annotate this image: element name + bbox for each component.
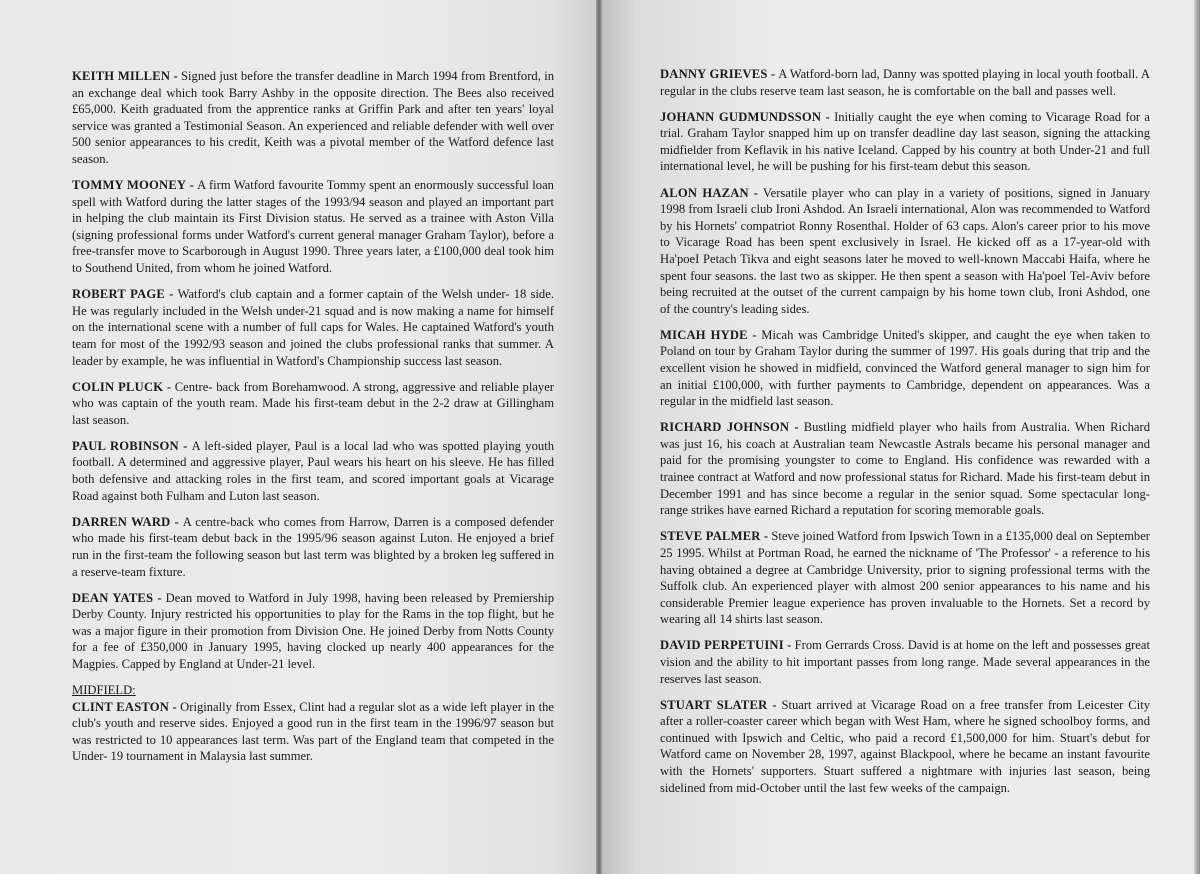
player-bio: From Gerrards Cross. David is at home on the left and possesses great vision and the ability to hit important passes from long range. Made several appearances in the reserves last season. [660, 638, 1150, 686]
player-bio: A firm Watford favourite Tommy spent an enormously successful loan spell with Watford during the latter stages of the 1993/94 season and played an important part in helping the club maintain its First Division status. He served as a trainee with Aston Villa (signing professional forms under Watford's current general manager Graham Taylor), before a free-transfer move to Scarborough in August 1990. Three years later, a £100,000 deal took him to Southend United, from whom he joined Watford. [72, 178, 554, 276]
player-bio: Watford's club captain and a former captain of the Welsh under- 18 side. He was regularly included in the Welsh under-21 squad and is now making a name for himself on the international scene with a number of full caps for Wales. He captained Watford's youth team for most of the 1992/93 season and joined the clubs professional ranks that summer. A leader by example, he was influential in Watford's Championship success last season. [72, 287, 554, 368]
player-entry: PAUL ROBINSON - A left-sided player, Paul is a local lad who was spotted playing youth football. A determined and aggressive player, Paul wears his heart on his sleeve. He has filled both defensive and attacking roles in the first team, and scored important goals at Vicarage Road against both Fulham and Luton last season. [72, 438, 554, 503]
book-gutter [596, 0, 602, 874]
player-name: CLINT EASTON [72, 699, 170, 714]
player-name: ROBERT PAGE [72, 287, 165, 302]
player-name: PAUL ROBINSON [72, 438, 179, 453]
right-column [660, 66, 1150, 806]
player-bio: A left-sided player, Paul is a local lad who was spotted playing youth football. A determined and aggressive player, Paul wears his heart on his sleeve. He has filled both defensive and attacking roles in the first team, and scored important goals at Vicarage Road against both Fulham and Luton last season. [72, 438, 554, 503]
player-name: KEITH MILLEN [72, 69, 171, 83]
player-entry: DANNY GRIEVES - A Watford-born lad, Danny was spotted playing in local youth football. A regular in the clubs reserve team last season, he is comfortable on the ball and passes well. [660, 67, 1150, 98]
player-name: MICAH HYDE [660, 327, 748, 342]
player-name: TOMMY MOONEY [72, 178, 187, 193]
section-heading-midfield: MIDFIELD: [72, 683, 136, 698]
player-entry: JOHANN GUDMUNDSSON - Initially caught the eye when coming to Vicarage Road for a trial. Graham Taylor snapped him up on transfer deadline day last season, signing the attacking midfielder from Keflavik in his native Iceland. Capped by his country at both Under-21 and full international level, he will be pushing for his first-team debut this season. [660, 109, 1151, 174]
player-name: DAVID PERPETUINI [660, 638, 784, 653]
player-entry: COLIN PLUCK - Centre- back from Borehamwood. A strong, aggressive and reliable player who was captain of the youth ream. Made his first-team debut in the 2-2 draw at Gillingham last season. [72, 379, 554, 427]
player-entry: ALON HAZAN - Versatile player who can play in a variety of positions, signed in January 1998 from Israeli club Ironi Ashdod. An Israeli international, Alon was recommended to Watford by his Hornets' compatriot Ronny Rosenthal. Holder of 63 caps. Alon's career prior to his move to Vicarage Road has been spent exclusively in Israel. He kicked off as a 17-year-old with Ha'poeI Petach Tikva and eight seasons later he moved to well-known Maccabi Haifa, where he spent four seasons. the last two as skipper. He then spent a season with Ha'poel Tel-Aviv before being recruited at the outset of the current campaign by his home town club, Ironi Ashdod, one of the country's leading sides. [660, 185, 1150, 316]
player-bio: Versatile player who can play in a variety of positions, signed in January 1998 from Israeli club Ironi Ashdod. An Israeli international, Alon was recommended to Watford by his Hornets' compatriot Ronny Rosenthal. Holder of 63 caps. Alon's career prior to his move to Vicarage Road has been spent exclusively in Israel. He kicked off as a 17-year-old with Ha'poeI Petach Tikva and eight seasons later he moved to well-known Maccabi Haifa, where he spent four seasons. the last two as skipper. He then spent a season with Ha'poel Tel-Aviv before being recruited at the outset of the current campaign by his home town club, Ironi Ashdod, one of the country's leading sides. [660, 185, 1150, 316]
player-entry: KEITH MILLEN - Signed just before the transfer deadline in March 1994 from Brentford, in an exchange deal which took Barry Ashby in the opposite direction. The Bees also received £65,000. Keith graduated from the apprentice ranks at Griffin Park and after ten years' loyal service was granted a Testimonial Season. An experienced and reliable defender with well over 500 senior appearances to his credit, Keith was a pivotal member of the Watford defence last season. [72, 69, 554, 166]
player-name: RICHARD JOHNSON [660, 420, 790, 435]
left-column [72, 68, 554, 775]
player-entry: DAVID PERPETUINI - From Gerrards Cross. David is at home on the left and possesses great vision and the ability to hit important passes from long range. Made several appearances in the reserves last season. [660, 638, 1150, 686]
player-bio: A Watford-born lad, Danny was spotted playing in local youth football. A regular in the clubs reserve team last season, he is comfortable on the ball and passes well. [660, 67, 1150, 98]
player-entry: CLINT EASTON - Originally from Essex, Clint had a regular slot as a wide left player in the club's youth and reserve sides. Enjoyed a good run in the first team in the 1996/97 season but was restricted to 10 appearances last term. Was part of the England team that competed in the Under- 19 tournament in Malaysia last summer. [72, 699, 554, 764]
player-name: ALON HAZAN [660, 185, 749, 200]
player-bio: Originally from Essex, Clint had a regular slot as a wide left player in the club's youth and reserve sides. Enjoyed a good run in the first team in the 1996/97 season but was restricted to 10 appearances last term. Was part of the England team that competed in the Under- 19 tournament in Malaysia last summer. [72, 699, 554, 764]
player-name: STEVE PALMER [660, 529, 761, 544]
page-edge-shadow [1194, 0, 1200, 874]
player-entry: DEAN YATES - Dean moved to Watford in July 1998, having been released by Premiership Derby County. Injury restricted his opportunities to play for the Rams in the top flight, but he was a major figure in their promotion from Division One. He joined Derby from Notts County for a fee of £350,000 in January 1995, having clocked up nearly 400 appearances for the Magpies. Capped by England at Under-21 level. [72, 590, 554, 671]
player-entry: TOMMY MOONEY - A firm Watford favourite Tommy spent an enormously successful loan spell with Watford during the latter stages of the 1993/94 season and played an important part in helping the club maintain its First Division status. He served as a trainee with Aston Villa (signing professional forms under Watford's current general manager Graham Taylor), before a free-transfer move to Scarborough in August 1990. Three years later, a £100,000 deal took him to Southend United, from whom he joined Watford. [72, 178, 554, 276]
right-page [600, 0, 1200, 874]
player-bio: A centre-back who comes from Harrow, Darren is a composed defender who made his first-team debut back in the 1995/96 season against Luton. He enjoyed a brief run in the first-team the following season but last term was blighted by a broken leg suffered in a reserve-team fixture. [72, 514, 554, 579]
player-name: DANNY GRIEVES [660, 67, 768, 81]
player-bio: Centre- back from Borehamwood. A strong, aggressive and reliable player who was captain of the youth ream. Made his first-team debut in the 2-2 draw at Gillingham last season. [72, 379, 554, 427]
player-entry: STUART SLATER - Stuart arrived at Vicarage Road on a free transfer from Leicester City after a roller-coaster career which began with West Ham, where he signed schoolboy forms, and continued with Ipswich and Celtic, who paid a record £1,500,000 for him. Stuart's debut for Watford came on November 28, 1997, against Blackpool, where he became an instant favourite with the Hornets' supporters. Stuart suffered a nightmare with injuries last season, being sidelined from mid-October until the last few weeks of the campaign. [660, 697, 1150, 795]
player-bio: Signed just before the transfer deadline in March 1994 from Brentford, in an exchange deal which took Barry Ashby in the opposite direction. The Bees also received £65,000. Keith graduated from the apprentice ranks at Griffin Park and after ten years' loyal service was granted a Testimonial Season. An experienced and reliable defender with well over 500 senior appearances to his credit, Keith was a pivotal member of the Watford defence last season. [72, 69, 554, 166]
player-name: DARREN WARD [72, 514, 171, 529]
left-page [0, 0, 598, 874]
player-entry: MICAH HYDE - Micah was Cambridge United's skipper, and caught the eye when taken to Poland on tour by Graham Taylor during the summer of 1997. His goals during that trip and the excellent vision he showed in midfield, convinced the Watford general manager to sign him for an initial £100,000, with further payments to Cambridge, dependent on appearances. Was a regular in the midfield last season. [660, 327, 1150, 409]
player-bio: Stuart arrived at Vicarage Road on a free transfer from Leicester City after a roller-coaster career which began with West Ham, where he signed schoolboy forms, and continued with Ipswich and Celtic, who paid a record £1,500,000 for him. Stuart's debut for Watford came on November 28, 1997, against Blackpool, where he became an instant favourite with the Hornets' supporters. Stuart suffered a nightmare with injuries last season, being sidelined from mid-October until the last few weeks of the campaign. [660, 697, 1150, 795]
player-bio: Micah was Cambridge United's skipper, and caught the eye when taken to Poland on tour by Graham Taylor during the summer of 1997. His goals during that trip and the excellent vision he showed in midfield, convinced the Watford general manager to sign him for an initial £100,000, with further payments to Cambridge, dependent on appearances. Was a regular in the midfield last season. [660, 327, 1150, 409]
player-bio: Bustling midfield player who hails from Australia. When Richard was just 16, his coach at Australian team Newcastle Astrals became his personal manager and paid for the promising youngster to come to England. His confidence was rewarded with a trainee contract at Watford and now professional status for Richard. Made his first-team debut in December 1991 and has since become a regular in the senior squad. Some spectacular long-range strikes have earned Richard a reputation for scoring memorable goals. [660, 420, 1150, 518]
player-entry: ROBERT PAGE - Watford's club captain and a former captain of the Welsh under- 18 side. He was regularly included in the Welsh under-21 squad and is now making a name for himself on the international scene with a number of full caps for Wales. He captained Watford's youth team for most of the 1992/93 season and joined the clubs professional ranks that summer. A leader by example, he was influential in Watford's Championship success last season. [72, 287, 554, 368]
player-bio: Dean moved to Watford in July 1998, having been released by Premiership Derby County. Injury restricted his opportunities to play for the Rams in the top flight, but he was a major figure in their promotion from Division One. He joined Derby from Notts County for a fee of £350,000 in January 1995, having clocked up nearly 400 appearances for the Magpies. Capped by England at Under-21 level. [72, 590, 554, 671]
player-name: COLIN PLUCK [72, 379, 164, 394]
player-entry: DARREN WARD - A centre-back who comes from Harrow, Darren is a composed defender who made his first-team debut back in the 1995/96 season against Luton. He enjoyed a brief run in the first-team the following season but last term was blighted by a broken leg suffered in a reserve-team fixture. [72, 514, 554, 579]
player-entry: STEVE PALMER - Steve joined Watford from Ipswich Town in a £135,000 deal on September 25 1995. Whilst at Portman Road, he earned the nickname of 'The Professor' - a reference to his having obtained a degree at Cambridge University, prior to signing professional terms with the Suffolk club. An experienced player with almost 200 senior appearances to his name and his considerable Premier league experience has proven invaluable to the Hornets. Set a record by wearing all 14 shirts last season. [660, 529, 1150, 627]
player-name: STUART SLATER [660, 697, 768, 712]
player-bio: Initially caught the eye when coming to Vicarage Road for a trial. Graham Taylor snapped him up on transfer deadline day last season, signing the attacking midfielder from Keflavik in his native Iceland. Capped by his country at both Under-21 and full international level, he will be pushing for his first-team debut this season. [660, 109, 1151, 174]
player-name: DEAN YATES [72, 590, 154, 605]
player-bio: Steve joined Watford from Ipswich Town in a £135,000 deal on September 25 1995. Whilst at Portman Road, he earned the nickname of 'The Professor' - a reference to his having obtained a degree at Cambridge University, prior to signing professional terms with the Suffolk club. An experienced player with almost 200 senior appearances to his name and his considerable Premier league experience has proven invaluable to the Hornets. Set a record by wearing all 14 shirts last season. [660, 529, 1150, 627]
player-entry: RICHARD JOHNSON - Bustling midfield player who hails from Australia. When Richard was just 16, his coach at Australian team Newcastle Astrals became his personal manager and paid for the promising youngster to come to England. His confidence was rewarded with a trainee contract at Watford and now professional status for Richard. Made his first-team debut in December 1991 and has since become a regular in the senior squad. Some spectacular long-range strikes have earned Richard a reputation for scoring memorable goals. [660, 420, 1150, 518]
player-name: JOHANN GUDMUNDSSON [660, 109, 822, 124]
